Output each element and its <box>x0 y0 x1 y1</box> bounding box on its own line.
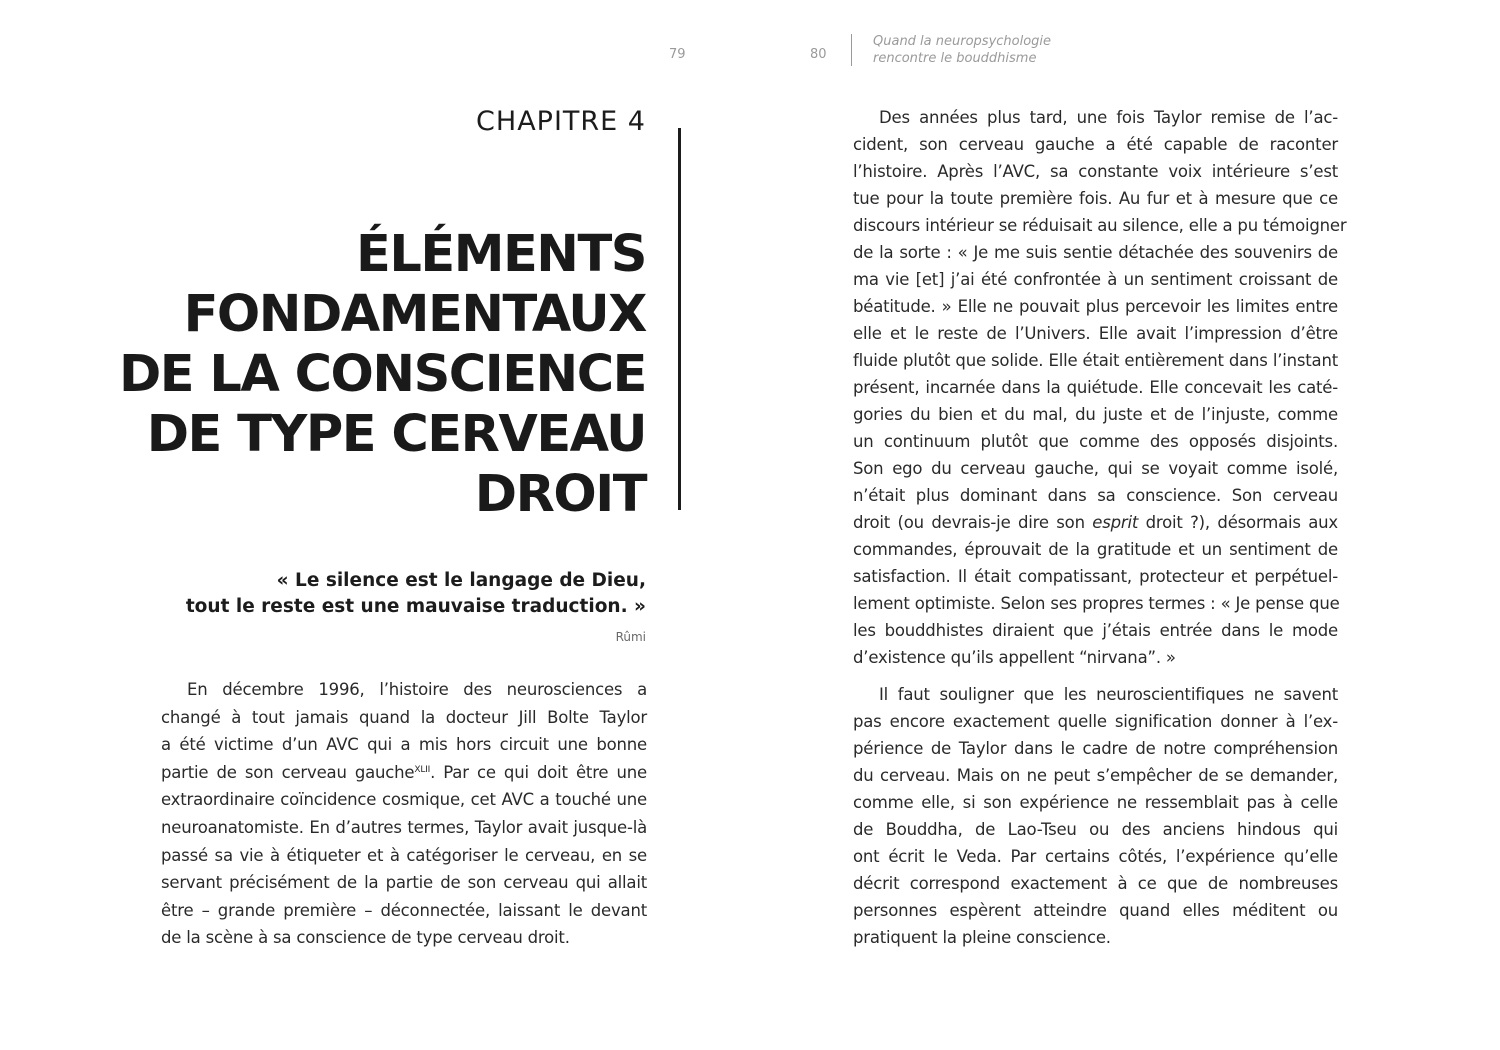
body-line: servant précisément de la partie de son cerveau qui allait <box>161 873 647 893</box>
body-line: Il faut souligner que les neuroscientifiques ne savent <box>879 685 1338 704</box>
body-line: pas encore exactement quelle signification donner à l’ex- <box>853 712 1338 731</box>
title-vertical-rule <box>678 128 681 510</box>
body-line: de Bouddha, de Lao-Tseu ou des anciens hindous qui <box>853 820 1338 839</box>
body-line: ma vie [et] j’ai été confrontée à un sentiment croissant de <box>853 270 1338 289</box>
body-line: satisfaction. Il était compatissant, protecteur et perpétuel- <box>853 567 1338 586</box>
body-line: commandes, éprouvait de la gratitude et un sentiment de <box>853 540 1338 559</box>
running-head-divider <box>851 34 852 66</box>
body-line: En décembre 1996, l’histoire des neurosciences a <box>187 680 647 699</box>
body-line: discours intérieur se réduisait au silence, elle a pu témoigner <box>853 216 1347 235</box>
epigraph-line: « Le silence est le langage de Dieu, <box>276 570 646 591</box>
left-page-number: 79 <box>669 47 686 62</box>
epigraph-author: Rûmi <box>615 630 646 644</box>
body-line: tue pour la toute première fois. Au fur et à mesure que ce <box>853 189 1338 208</box>
body-line: béatitude. » Elle ne pouvait plus percevoir les limites entre <box>853 297 1338 316</box>
body-line: de la scène à sa conscience de type cerveau droit. <box>161 928 570 948</box>
chapter-title-line: FONDAMENTAUX <box>183 285 646 344</box>
body-line: d’existence qu’ils appellent “nirvana”. » <box>853 648 1176 667</box>
body-text: . Par ce qui doit être une <box>430 762 647 782</box>
chapter-title-line: ÉLÉMENTS <box>356 225 646 284</box>
body-line: décrit correspond exactement à ce que de nombreuses <box>853 874 1338 893</box>
epigraph-line: tout le reste est une mauvaise traduction. » <box>185 596 646 617</box>
body-line: de la sorte : « Je me suis sentie détachée des souvenirs de <box>853 243 1338 262</box>
epigraph-quote <box>86 568 646 620</box>
body-text: partie de son cerveau gauche <box>161 762 415 782</box>
chapter-title-line: DE LA CONSCIENCE <box>118 345 646 404</box>
body-line: les bouddhistes diraient que j’étais entrée dans le mode <box>853 621 1338 640</box>
body-text: droit (ou devrais-je dire son <box>853 513 1093 532</box>
body-line: cident, son cerveau gauche a été capable de raconter <box>853 135 1338 154</box>
body-line: comme elle, si son expérience ne ressemblait pas à celle <box>853 793 1338 812</box>
running-head <box>873 33 1051 67</box>
body-line: changé à tout jamais quand la docteur Jill Bolte Taylor <box>161 707 647 727</box>
body-line: du cerveau. Mais on ne peut s’empêcher de se demander, <box>853 766 1338 785</box>
running-head-line-2: rencontre le bouddhisme <box>873 51 1037 66</box>
body-line: neuroanatomiste. En d’autres termes, Taylor avait jusque-là <box>161 817 647 837</box>
body-line <box>853 509 1338 536</box>
emphasis-text: esprit <box>1092 513 1139 532</box>
body-line: lement optimiste. Selon ses propres termes : « Je pense que <box>853 594 1340 613</box>
body-line: n’était plus dominant dans sa conscience. Son cerveau <box>853 486 1338 505</box>
chapter-title-line: DE TYPE CERVEAU <box>146 405 646 464</box>
chapter-title <box>46 225 646 525</box>
running-head-line-1: Quand la neuropsychologie <box>873 34 1052 49</box>
right-page-number: 80 <box>810 47 827 62</box>
body-line: personnes espèrent atteindre quand elles méditent ou <box>853 901 1338 920</box>
body-line: elle et le reste de l’Univers. Elle avait l’impression d’être <box>853 324 1338 343</box>
body-line: extraordinaire coïncidence cosmique, cet AVC a touché une <box>161 790 647 810</box>
right-page-body <box>853 104 1347 951</box>
body-line: être – grande première – déconnectée, laissant le devant <box>161 900 647 920</box>
chapter-label: CHAPITRE 4 <box>476 106 646 137</box>
body-line: passé sa vie à étiqueter et à catégoriser le cerveau, en se <box>161 845 647 865</box>
body-line: Des années plus tard, une fois Taylor remise de l’ac- <box>879 108 1338 127</box>
body-line: Son ego du cerveau gauche, qui se voyait comme isolé, <box>853 459 1338 478</box>
body-line: fluide plutôt que solide. Elle était entièrement dans l’instant <box>853 351 1338 370</box>
body-line: a été victime d’un AVC qui a mis hors circuit une bonne <box>161 735 647 755</box>
body-line: gories du bien et du mal, du juste et de l’injuste, comme <box>853 405 1338 424</box>
chapter-title-line: DROIT <box>474 465 646 524</box>
body-line: pratiquent la pleine conscience. <box>853 928 1111 947</box>
body-line: ont écrit le Veda. Par certains côtés, l’expérience qu’elle <box>853 847 1338 866</box>
body-line: périence de Taylor dans le cadre de notre compréhension <box>853 739 1338 758</box>
body-text: droit ?), désormais aux <box>1138 513 1339 532</box>
body-line: l’histoire. Après l’AVC, sa constante voix intérieure s’est <box>853 162 1338 181</box>
footnote-reference[interactable]: XLII <box>414 764 431 775</box>
body-line <box>161 759 647 787</box>
body-line: un continuum plutôt que comme des opposés disjoints. <box>853 432 1338 451</box>
body-line: présent, incarnée dans la quiétude. Elle concevait les caté- <box>853 378 1338 397</box>
left-page-body <box>161 676 647 952</box>
paragraph-gap <box>853 671 1338 681</box>
